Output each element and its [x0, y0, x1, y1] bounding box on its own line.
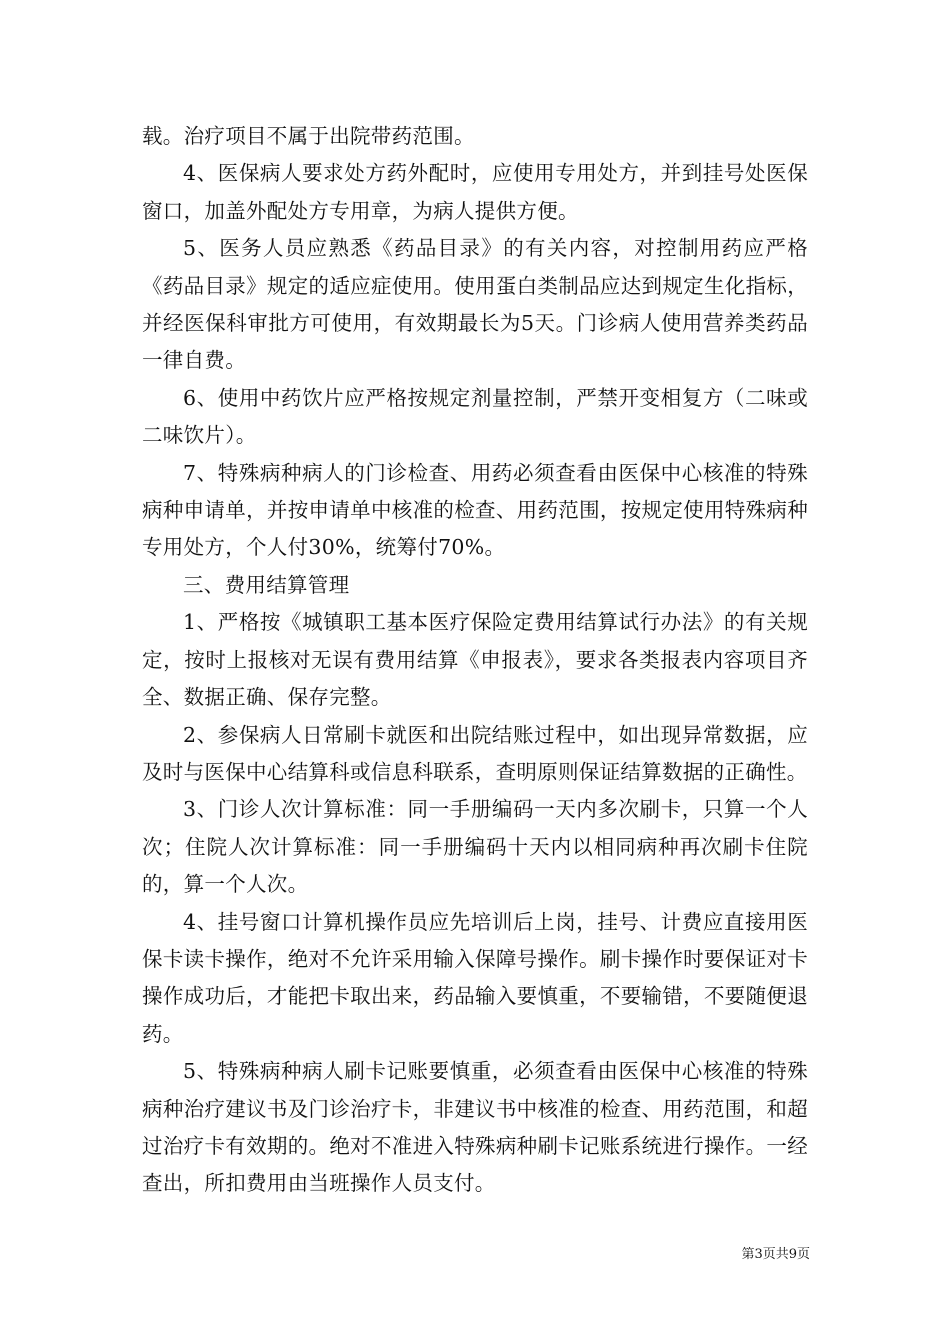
paragraph-settlement-5: 5、特殊病种病人刷卡记账要慎重，必须查看由医保中心核准的特殊病种治疗建议书及门诊治疗卡，非建议书中核准的检查、用药范围，和超过治疗卡有效期的。绝对不准进入特殊病种刷卡记账系统进行操作。一经查出，所扣费用由当班操作人员支付。	[142, 1059, 808, 1196]
paragraph-item-6: 6、使用中药饮片应严格按规定剂量控制，严禁开变相复方（二味或二味饮片）。	[142, 385, 808, 448]
paragraph-settlement-3: 3、门诊人次计算标准：同一手册编码一天内多次刷卡，只算一个人次；住院人次计算标准：同一手册编码十天内以相同病种再次刷卡住院的，算一个人次。	[142, 797, 808, 897]
page-number-footer: 第3页共9页	[741, 1247, 810, 1262]
paragraph-item-7: 7、特殊病种病人的门诊检查、用药必须查看由医保中心核准的特殊病种申请单，并按申请单中核准的检查、用药范围，按规定使用特殊病种专用处方，个人付30%，统筹付70%。	[142, 460, 808, 560]
section-heading-fee-settlement: 三、费用结算管理	[183, 572, 350, 597]
paragraph-item-5: 5、医务人员应熟悉《药品目录》的有关内容，对控制用药应严格《药品目录》规定的适应症使用。使用蛋白类制品应达到规定生化指标，并经医保科审批方可使用，有效期最长为5天。门诊病人使用营养类药品一律自费。	[142, 236, 808, 373]
paragraph-settlement-4: 4、挂号窗口计算机操作员应先培训后上岗，挂号、计费应直接用医保卡读卡操作，绝对不允许采用输入保障号操作。刷卡操作时要保证对卡操作成功后，才能把卡取出来，药品输入要慎重，不要输错，不要随便退药。	[142, 909, 808, 1046]
paragraph-settlement-1: 1、严格按《城镇职工基本医疗保险定费用结算试行办法》的有关规定，按时上报核对无误有费用结算《申报表》，要求各类报表内容项目齐全、数据正确、保存完整。	[142, 610, 808, 710]
paragraph-item-4: 4、医保病人要求处方药外配时，应使用专用处方，并到挂号处医保窗口，加盖外配处方专用章，为病人提供方便。	[142, 161, 808, 223]
paragraph-continuation: 载。治疗项目不属于出院带药范围。	[142, 124, 475, 148]
document-body	[142, 118, 808, 1203]
paragraph-settlement-2: 2、参保病人日常刷卡就医和出院结账过程中，如出现异常数据，应及时与医保中心结算科或信息科联系，查明原则保证结算数据的正确性。	[142, 722, 808, 784]
